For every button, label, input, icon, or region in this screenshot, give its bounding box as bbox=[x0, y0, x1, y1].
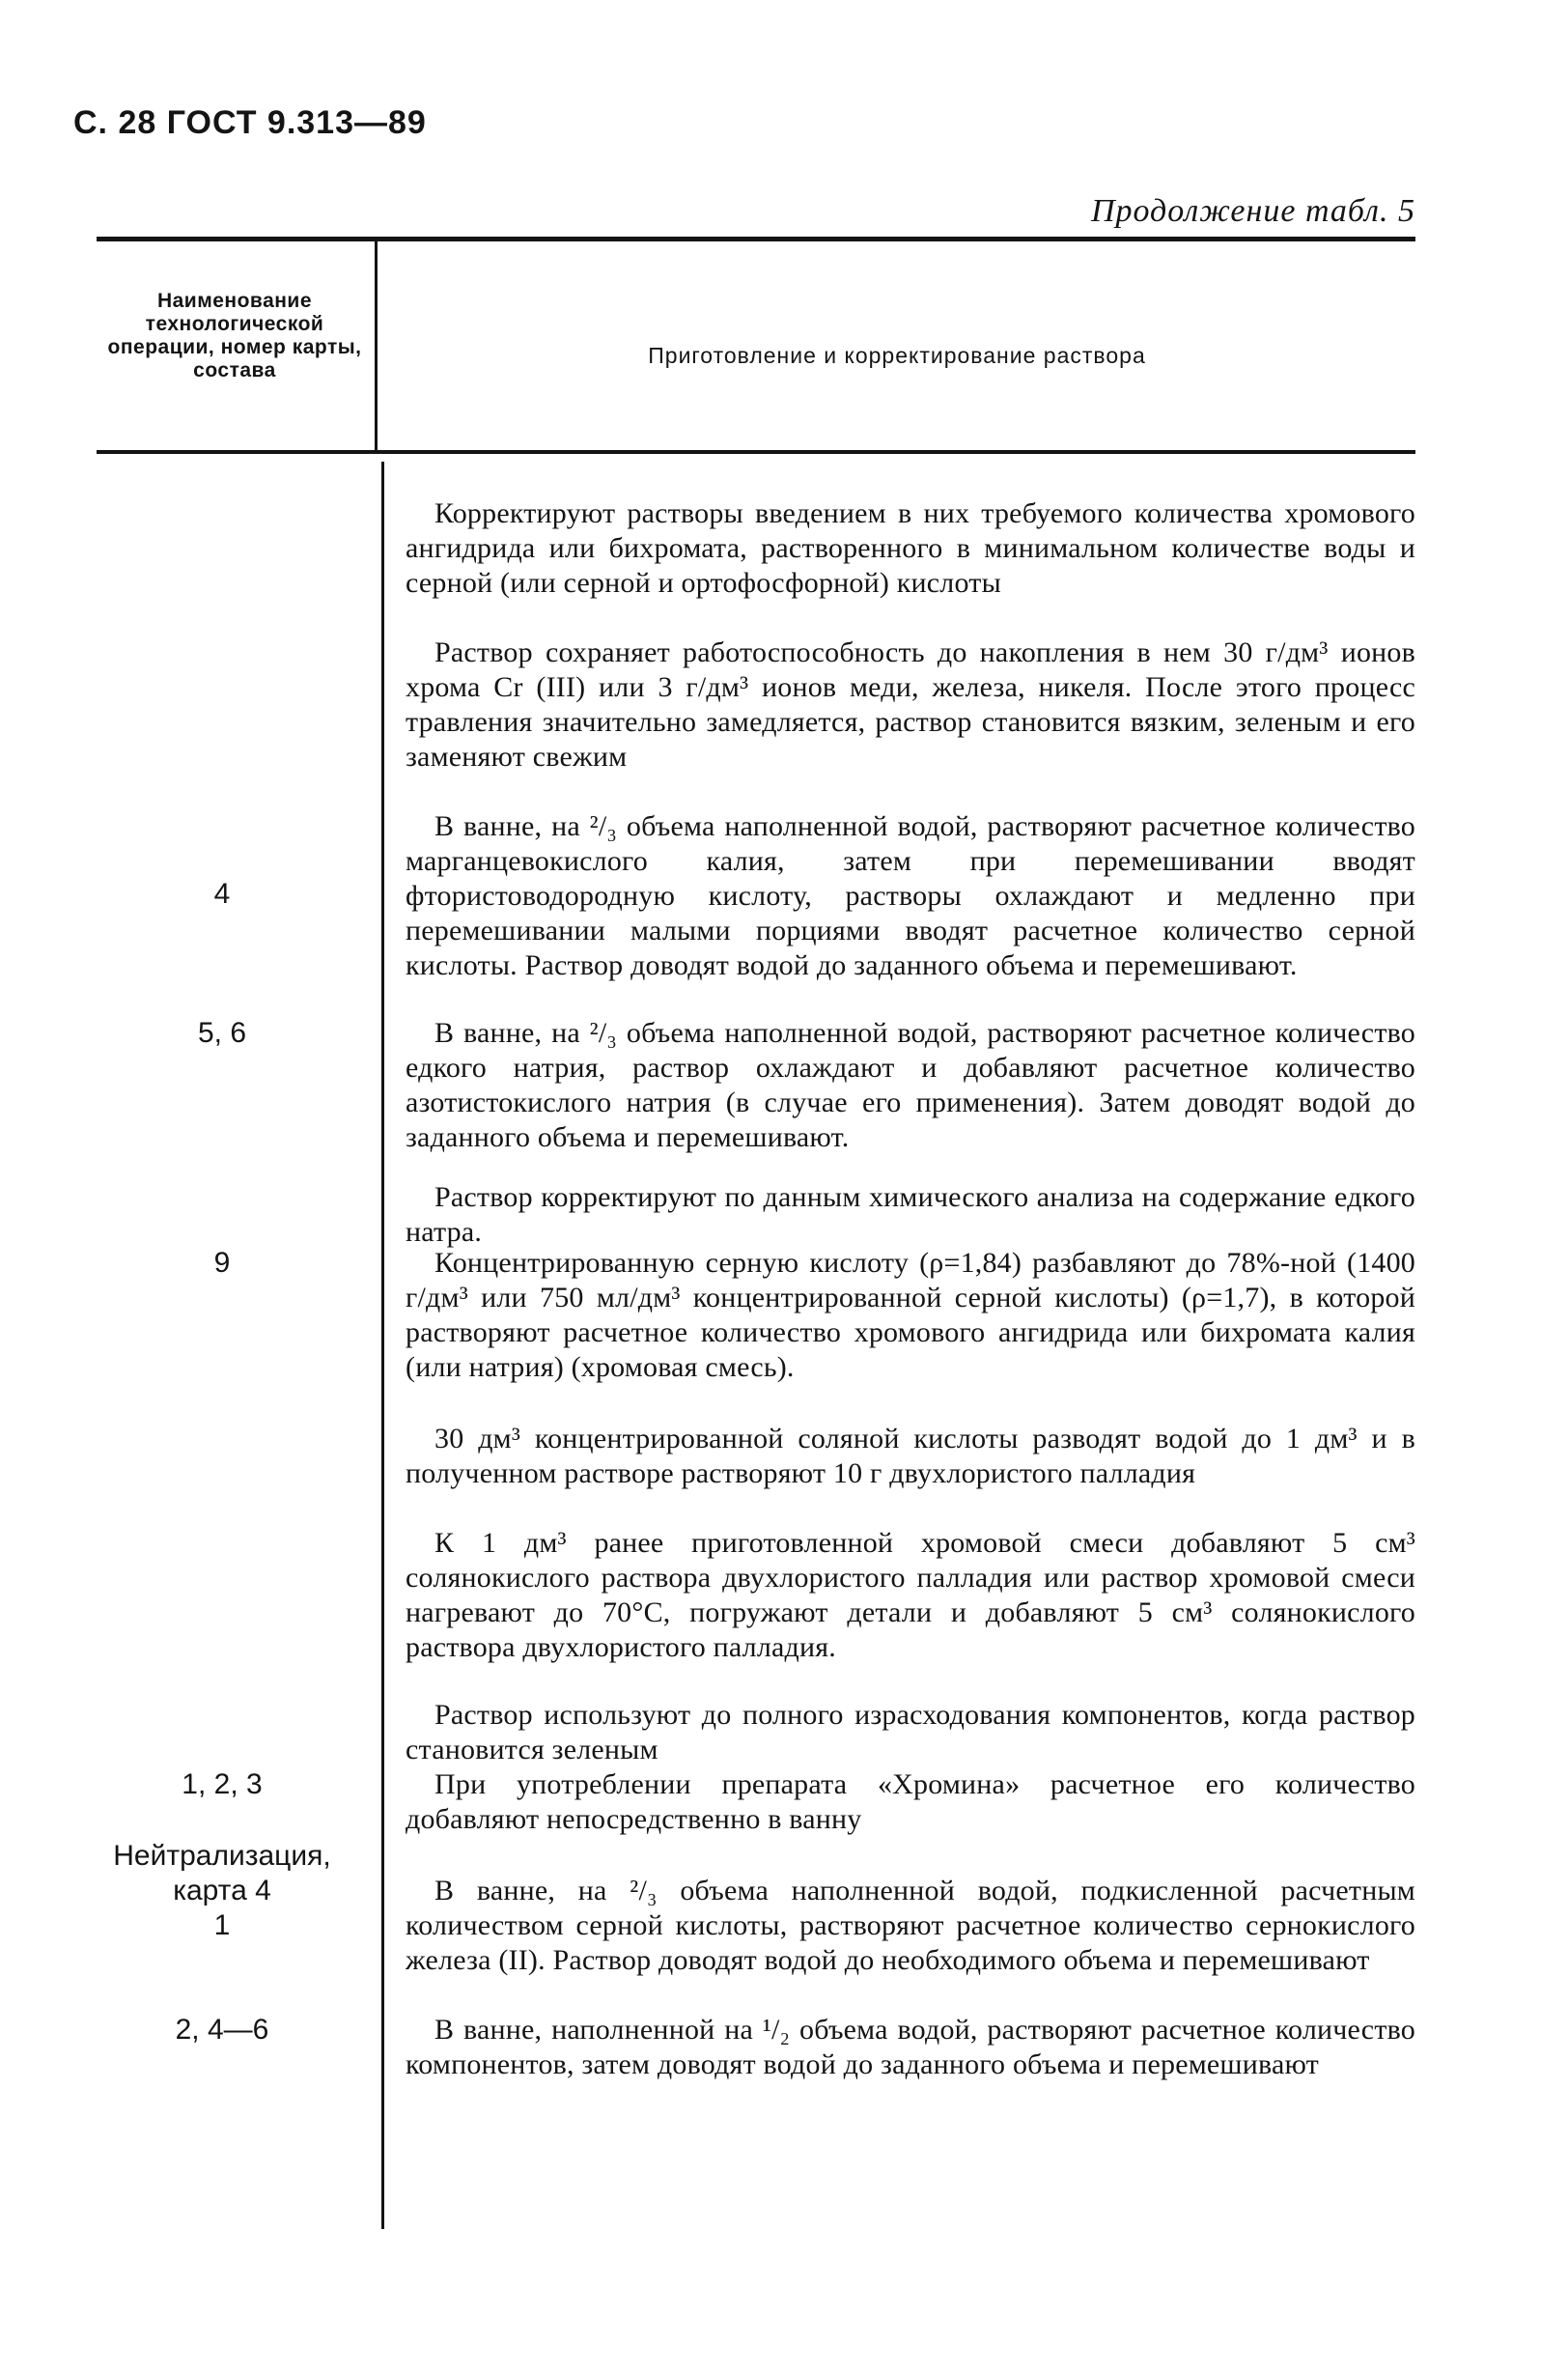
row-label-1: 1 bbox=[213, 1909, 231, 1941]
paragraph-correction: Корректируют растворы введением в них требуемого количества хромового ангидрида или бихромата, растворенного в минимальном количестве воды и серной (или серной и ортофосфорной) кислоты bbox=[406, 497, 1415, 599]
paragraph-chrome-mixture: Концентрированную серную кислоту (ρ=1,84) разбавляют до 78%-ной (1400 г/дм³ или 750 мл/дм³ концентрированной серной кислоты) (ρ=1,7), в которой растворяют расчетное количество хромового ангидрида или бихромата калия (или натрия) (хромовая смесь). bbox=[406, 1247, 1415, 1383]
continuation-note: Продолжение табл. 5 bbox=[1090, 193, 1415, 229]
row-label-5-6: 5, 6 bbox=[197, 1017, 247, 1049]
paragraph-chromin-usage: При употреблении препарата «Хромина» расчетное его количество добавляют непосредственно в ванну bbox=[406, 1768, 1415, 1835]
row-label-1-2-3: 1, 2, 3 bbox=[182, 1768, 263, 1800]
table-header-rule bbox=[97, 450, 1415, 454]
row-label-9: 9 bbox=[213, 1247, 231, 1279]
column-header-operation: Наименование технологической операции, номер карты, состава bbox=[107, 290, 362, 381]
paragraph-card4-preparation: В ванне, на ²/₃ объема наполненной водой, растворяют расчетное количество марганцевокислого калия, затем при перемешивании вводят фтористоводородную кислоту, растворы охлаждают и медленно при перемешивании малыми порциями вводят расчетное количество серной кислоты. Раствор доводят водой до заданного объема и перемешивают. bbox=[406, 810, 1415, 981]
header-column-divider bbox=[375, 241, 378, 450]
paragraph-neutralization-2-4-6: В ванне, наполненной на ¹/₂ объема водой, растворяют расчетное количество компонентов, затем доводят водой до заданного объема и перемешивают bbox=[406, 2014, 1415, 2080]
page-header: С. 28 ГОСТ 9.313—89 bbox=[73, 104, 427, 141]
column-header-preparation: Приготовление и корректирование раствора bbox=[648, 343, 1146, 368]
paragraph-working-capacity: Раствор сохраняет работоспособность до накопления в нем 30 г/дм³ ионов хрома Cr (III) или 3 г/дм³ ионов меди, железа, никеля. После этого процесс травления значительно замедляется, раствор становится вязким, зеленым и его заменяют свежим bbox=[406, 636, 1415, 773]
body-column-divider bbox=[381, 462, 384, 2229]
row-label-4: 4 bbox=[213, 878, 231, 910]
row-label-2-4-6: 2, 4—6 bbox=[175, 2014, 269, 2046]
row-label-neutralization: Нейтрализация, карта 4 bbox=[113, 1840, 331, 1906]
paragraph-palladium-addition: К 1 дм³ ранее приготовленной хромовой смеси добавляют 5 см³ солянокислого раствора двухлористого палладия или раствор хромовой смеси нагревают до 70°С, погружают детали и добавляют 5 см³ солянокислого раствора двухлористого палладия. bbox=[406, 1527, 1415, 1663]
paragraph-palladium-solution: 30 дм³ концентрированной соляной кислоты разводят водой до 1 дм³ и в полученном растворе растворяют 10 г двухлористого палладия bbox=[406, 1423, 1415, 1489]
paragraph-solution-usage: Раствор используют до полного израсходования компонентов, когда раствор становится зеленым bbox=[406, 1699, 1415, 1765]
paragraph-card5-6-correction: Раствор корректируют по данным химического анализа на содержание едкого натра. bbox=[406, 1181, 1415, 1248]
paragraph-neutralization-1: В ванне, на ²/₃ объема наполненной водой, подкисленной расчетным количеством серной кислоты, растворяют расчетное количество сернокислого железа (II). Раствор доводят водой до необходимого объема и перемешивают bbox=[406, 1875, 1415, 1976]
table-top-rule bbox=[97, 237, 1415, 241]
paragraph-card5-6-preparation: В ванне, на ²/₃ объема наполненной водой, растворяют расчетное количество едкого натрия, раствор охлаждают и добавляют расчетное количество азотистокислого натрия (в случае его применения). Затем доводят водой до заданного объема и перемешивают. bbox=[406, 1017, 1415, 1153]
